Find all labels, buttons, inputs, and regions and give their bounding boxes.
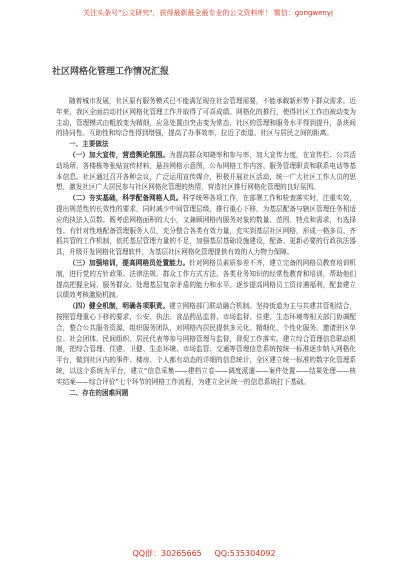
item-4-text: 建立网格部门联动融合机制。坚持街道为主与共建共管相结合，按照管理重心下移的要求，公安、执法、食品药品监督、市场监督、住建、生态环境等相关部门协调配合，整合公共服务资源，组织服务团队，对网格内居民提供多元化、精细化、个性化服务。邀请驻区单位、社会团体、民间组织、居民代表等参与网格管理与监督，督促工作落实。建立综合管理信息联动机制，把综合管理、住建、卫健、生态环境、市场监管、交通等管理信息系统按统一标准逐步纳入网格化平台，做到社区内的事件、楼房、个人都有动态的详细的信息统计，全区建立统一标准的数字化管理系统，以这个系统为平台，建立“信息采集——建档立卷——调度派遣——案件处置——结果处理——核实结案——综合评价”七个环节的网格工作流程，为建立全区统一的信息系统打下基础。 [56, 302, 357, 386]
item-3-paragraph [56, 258, 356, 301]
footer-contact: QQ群：30265665 QQ:535304092 [132, 549, 276, 558]
item-4-lead: （四）健全机制，明确各项职责。 [69, 302, 170, 311]
document-title: 社区网格化管理工作情况汇报 [52, 67, 170, 77]
item-1-text: 为提高群众知晓率和参与率，加大宣传力度，在宣传栏、公共活动场所、各楼栋等张贴宣传材料，悬挂网格示意图，公布网格工作内容、服务管理职责和联系电话等基本信息。社区通过召开各种会议，广泛运用宣传媒介，积极开展社区活动，统一广大社区工作人员的思想，激发社区广大居民参与社区网格化管理的热情，营造社区推行网格化管理的良好氛围。 [56, 150, 357, 192]
item-4-paragraph [56, 301, 356, 387]
item-2-lead: （二）夯实基础，科学配备网格人员。 [69, 194, 183, 203]
section-2-heading: 二、存在的困难问题 [69, 388, 129, 397]
section-1-heading: 一、主要做法 [69, 140, 109, 149]
item-1-lead: （一）加大宣传，营造舆论氛围。 [69, 150, 170, 159]
item-1-paragraph [56, 150, 356, 193]
item-2-text: 科学统筹各项工作，在部署工作和检查落实时，注重实效，提出规范性的长效性的要求，同时减少中间管理层级，推行重心下移，为基层配备与辖区管理任务相适应的执法人员数。既考虑网格面积的大小，又兼顾网格内服务对象的数量、范围、特点和需求，有选择性、有针对性地配备管理服务人员，充分整合各类有效力量，充实到基层社区网格，形成一格多员、齐抓共管的工作机制，依托基层管理力量的不足，加强基层基础设施建设，配备、更新必要的行政执法器具，升级开发网格化管理软件，为基层社区网格化管理提供有效的人力物力保障。 [56, 194, 357, 257]
document-body [56, 96, 356, 398]
item-3-lead: （三）加强培训，提高网格员处置能力。 [69, 258, 190, 267]
item-2-paragraph [56, 193, 356, 258]
item-3-text: 针对网格员素质参差不齐，建立完备的网格员教育培训机制，进行党的方针政策、法律法规、群众工作方式方法、各类业务知识的经常性教育和培训，帮助他们提高把握全局、服务群众、处理基层复杂矛盾的能力和水平。逐步提高网格员工资待遇福利，配套建立以绩效考核激励机制。 [56, 258, 357, 300]
intro-paragraph: 随着城市发展，社区原有服务模式已不能满足现在社会管理需要，不能承载新形势下群众需求。近年来，我区全面启动社区网格化管理工作并取得了可喜成绩。网格化的推行，使得社区工作由被动变为主动，管理模式由粗放变为精细，应急处置由突击变为常态，社区的管理和服务水平得到提升，条块间的协同性、互助性和综合性得到增强，提高了办事效率，拉近了街道、社区与居民之间的距离。 [56, 97, 356, 138]
banner-notice: 关注头条号"公文研究"，获得最新最全最专业的公文资料库！ 微信：gongwenyj [83, 9, 333, 17]
